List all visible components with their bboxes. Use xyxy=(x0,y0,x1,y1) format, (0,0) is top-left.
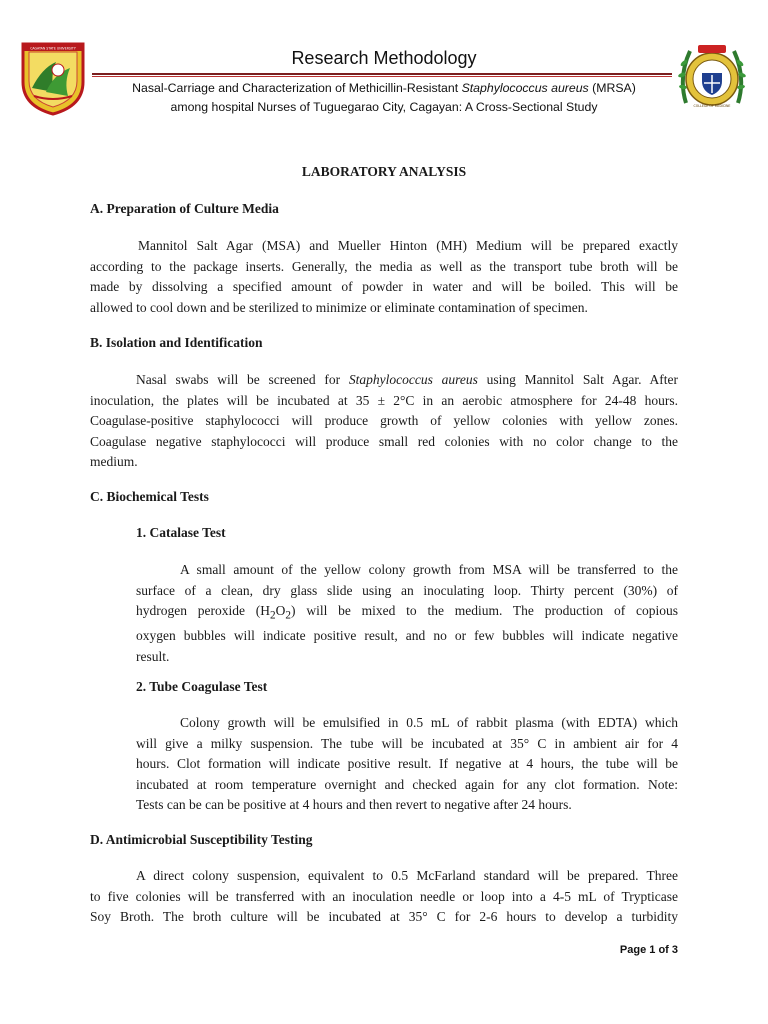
header-rule xyxy=(92,73,672,75)
right-logo-text: COLLEGE OF MEDICINE xyxy=(693,104,731,108)
catalase-line3-post: ) will be mixed to the medium. The production of copious xyxy=(291,603,678,619)
subtitle-pre: Nasal-Carriage and Characterization of Methicillin-Resistant xyxy=(132,81,462,95)
catalase-line: A small amount of the yellow colony growth from MSA will be transferred to the xyxy=(180,562,678,577)
coagulase-line: Colony growth will be emulsified in 0.5 mL of rabbit plasma (with EDTA) which xyxy=(180,715,678,730)
catalase-line: oxygen bubbles will indicate positive result, and no or few bubbles will indicate negative xyxy=(136,628,678,644)
catalase-test-heading: 1. Catalase Test xyxy=(136,525,226,540)
coagulase-line: will give a milky suspension. The tube will be incubated at 35° C in ambient air for 4 xyxy=(136,735,678,751)
section-b-paragraph xyxy=(90,370,678,473)
section-c-heading: C. Biochemical Tests xyxy=(90,489,209,504)
tube-coagulase-paragraph xyxy=(136,713,678,816)
catalase-test-paragraph xyxy=(136,560,678,668)
document-title: LABORATORY ANALYSIS xyxy=(301,164,467,179)
header-subtitle xyxy=(96,79,672,117)
catalase-line xyxy=(136,601,678,626)
section-a-line: allowed to cool down and be sterilized to minimize or eliminate contamination of specimen. xyxy=(90,299,588,315)
section-a-line: made by dissolving a specified amount of powder in water and will be boiled. This will be xyxy=(90,279,678,295)
section-a-line: Mannitol Salt Agar (MSA) and Mueller Hinton (MH) Medium will be prepared exactly xyxy=(138,238,678,253)
subtitle-line2: among hospital Nurses of Tuguegarao City, Cagayan: A Cross-Sectional Study xyxy=(170,100,598,114)
section-a-paragraph xyxy=(90,236,678,318)
tube-coagulase-heading: 2. Tube Coagulase Test xyxy=(136,679,268,694)
catalase-line: surface of a clean, dry glass slide using an inoculating loop. Thirty percent (30%) of xyxy=(136,582,678,598)
catalase-line3-pre: hydrogen peroxide (H xyxy=(136,603,271,619)
section-d-line: to five colonies will be transferred with an inoculation needle or loop into a 4-5 mL of Trypticase xyxy=(90,888,678,904)
section-b-line1-post: using Mannitol Salt Agar. After xyxy=(477,372,678,387)
section-d-line: A direct colony suspension, equivalent to 0.5 McFarland standard will be prepared. Three xyxy=(136,868,678,883)
section-a-heading: A. Preparation of Culture Media xyxy=(90,201,279,216)
catalase-line3-mid: O xyxy=(275,603,286,619)
section-b-organism: Staphylococcus aureus xyxy=(348,372,478,387)
section-d-heading: D. Antimicrobial Susceptibility Testing xyxy=(90,832,313,847)
page-number: Page 1 of 3 xyxy=(619,944,678,956)
catalase-line: result. xyxy=(136,649,170,665)
coagulase-line: Tests can be can be positive at 4 hours and then revert to negative after 24 hours. xyxy=(136,797,572,813)
section-b-line: Coagulase negative staphylococci will produce small red colonies with no color change to the xyxy=(90,433,678,449)
coagulase-line: incubated at room temperature overnight and checked again for any clot formation. Note: xyxy=(136,776,678,792)
coagulase-line: hours. Clot formation will indicate positive result. If negative at 4 hours, the tube will be xyxy=(136,756,678,772)
section-b-line: medium. xyxy=(90,454,138,470)
section-a-line: according to the package inserts. Generally, the media as well as the transport tube broth will be xyxy=(90,258,678,274)
section-d-paragraph xyxy=(90,866,678,928)
subtitle-organism: Staphylococcus aureus xyxy=(461,81,589,95)
header-rule-thin xyxy=(92,76,672,77)
section-d-line: Soy Broth. The broth culture will be incubated at 35° C for 2-6 hours to develop a turbidity xyxy=(90,909,678,925)
section-b-line: Coagulase-positive staphylococci will produce growth of yellow colonies with yellow zones. xyxy=(90,413,678,429)
subscript-2: 2 xyxy=(285,609,292,622)
section-b-line: inoculation, the plates will be incubated at 35 ± 2°C in an aerobic atmosphere for 24-48 hours. xyxy=(90,392,678,408)
section-b-line1-pre: Nasal swabs will be screened for xyxy=(136,372,349,387)
header-title: Research Methodology xyxy=(291,48,477,68)
left-logo-text: CAGAYAN STATE UNIVERSITY xyxy=(30,46,76,51)
section-b-line xyxy=(90,370,678,391)
subtitle-post: (MRSA) xyxy=(588,81,636,95)
subscript-2: 2 xyxy=(270,609,276,622)
page-header xyxy=(0,0,768,130)
section-b-heading: B. Isolation and Identification xyxy=(90,335,263,350)
